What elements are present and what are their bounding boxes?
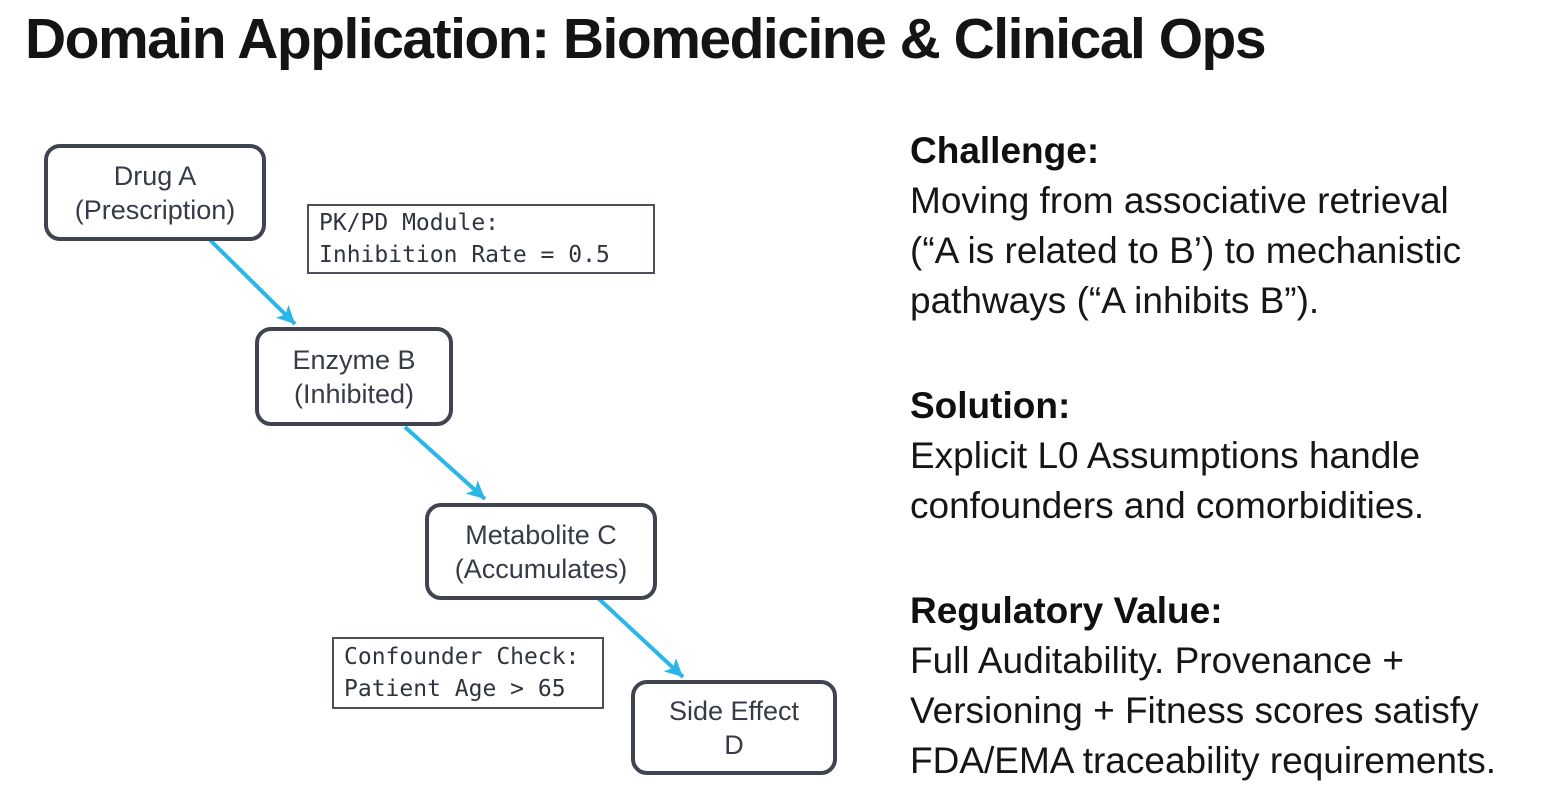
section-challenge — [910, 126, 1520, 326]
info-panel — [910, 126, 1520, 786]
section-line: Versioning + Fitness scores satisfy — [910, 690, 1479, 731]
section-heading: Challenge: — [910, 130, 1100, 171]
section-line: confounders and comorbidities. — [910, 485, 1425, 526]
annotation-line: PK/PD Module: — [319, 210, 500, 236]
node-drug-a — [44, 144, 266, 241]
section-line: pathways (“A inhibits B”). — [910, 280, 1320, 321]
edge-enzyme-b-to-metabolite-c — [405, 427, 485, 499]
node-enzyme-b — [255, 327, 453, 426]
annotation-line: Confounder Check: — [344, 644, 580, 670]
node-sublabel: D — [724, 729, 744, 760]
node-sublabel: (Prescription) — [74, 194, 236, 225]
node-label: Drug A — [113, 160, 197, 191]
annotation-pkpd-module — [307, 204, 655, 274]
edge-drug-a-to-enzyme-b — [210, 240, 295, 324]
edge-metabolite-c-to-side-effect-d — [598, 598, 683, 677]
section-heading: Regulatory Value: — [910, 590, 1223, 631]
section-line: Moving from associative retrieval — [910, 180, 1449, 221]
node-label: Enzyme B — [292, 344, 416, 375]
node-side-effect-d — [631, 680, 837, 775]
section-heading: Solution: — [910, 385, 1071, 426]
node-label: Side Effect — [668, 695, 800, 726]
section-line: Full Auditability. Provenance + — [910, 640, 1404, 681]
slide-title: Domain Application: Biomedicine & Clinical Ops — [25, 7, 1266, 71]
node-sublabel: (Accumulates) — [454, 553, 628, 584]
annotation-line: Inhibition Rate = 0.5 — [319, 242, 610, 268]
annotation-line: Patient Age > 65 — [344, 676, 566, 702]
section-regulatory-value — [910, 586, 1520, 786]
section-line: FDA/EMA traceability requirements. — [910, 740, 1497, 781]
node-sublabel: (Inhibited) — [293, 378, 415, 409]
section-solution — [910, 381, 1520, 531]
section-line: (“A is related to B’) to mechanistic — [910, 230, 1462, 271]
section-line: Explicit L0 Assumptions handle — [910, 435, 1421, 476]
flowchart — [0, 100, 880, 799]
annotation-confounder-check — [332, 637, 604, 709]
node-metabolite-c — [425, 503, 657, 600]
node-label: Metabolite C — [465, 519, 617, 550]
